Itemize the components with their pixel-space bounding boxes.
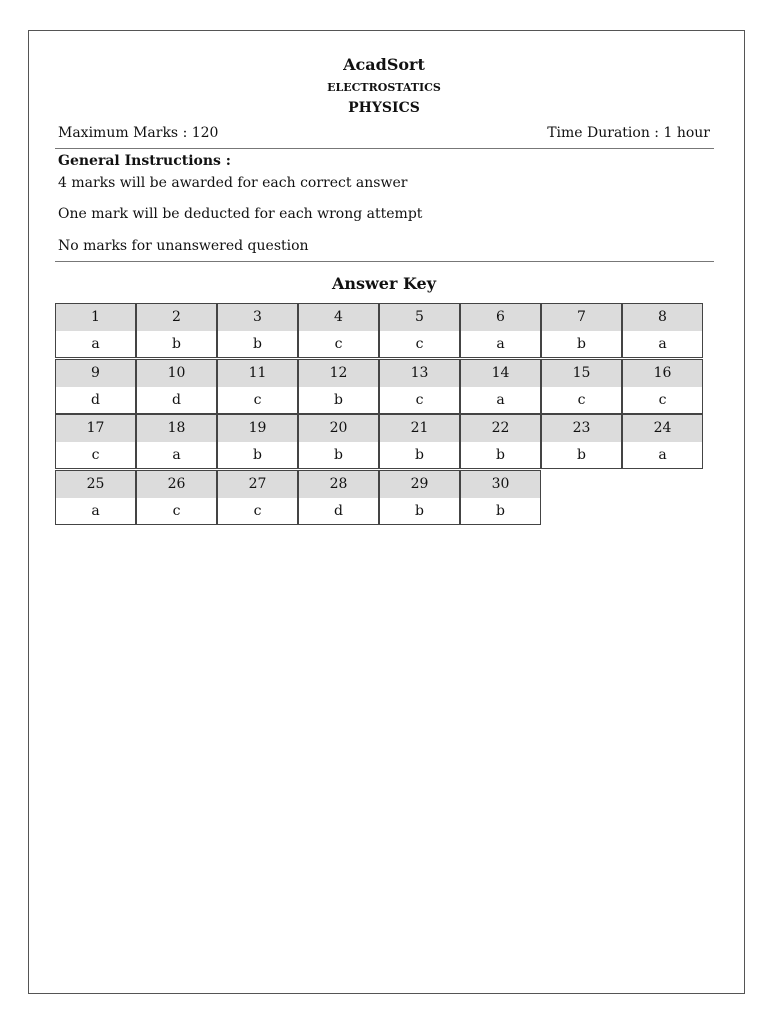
answer-option: d bbox=[137, 387, 216, 413]
question-number: 5 bbox=[380, 304, 459, 331]
answer-cell bbox=[55, 303, 136, 358]
answer-cell bbox=[298, 303, 379, 358]
answer-cell bbox=[298, 470, 379, 525]
answer-cell bbox=[217, 414, 298, 469]
answer-key-title: Answer Key bbox=[331, 274, 437, 293]
question-number: 10 bbox=[137, 360, 216, 387]
instructions-heading: General Instructions : bbox=[58, 153, 231, 169]
answer-cell bbox=[460, 470, 541, 525]
answer-cell bbox=[541, 359, 622, 414]
answer-cell bbox=[55, 359, 136, 414]
question-number: 17 bbox=[56, 415, 135, 442]
question-number: 30 bbox=[461, 471, 540, 498]
answer-cell bbox=[379, 303, 460, 358]
question-number: 6 bbox=[461, 304, 540, 331]
answer-cell bbox=[460, 359, 541, 414]
answer-option: a bbox=[56, 498, 135, 524]
time-duration: Time Duration : 1 hour bbox=[547, 125, 710, 141]
question-number: 18 bbox=[137, 415, 216, 442]
divider bbox=[55, 261, 714, 262]
question-number: 12 bbox=[299, 360, 378, 387]
answer-option: b bbox=[461, 442, 540, 468]
answer-option: b bbox=[218, 331, 297, 357]
answer-cell bbox=[136, 414, 217, 469]
answer-cell bbox=[55, 414, 136, 469]
answer-option: b bbox=[299, 387, 378, 413]
answer-option: a bbox=[461, 387, 540, 413]
answer-option: a bbox=[461, 331, 540, 357]
answer-cell bbox=[55, 470, 136, 525]
answer-option: c bbox=[56, 442, 135, 468]
question-number: 3 bbox=[218, 304, 297, 331]
question-number: 25 bbox=[56, 471, 135, 498]
question-number: 15 bbox=[542, 360, 621, 387]
question-number: 28 bbox=[299, 471, 378, 498]
answer-cell bbox=[217, 359, 298, 414]
question-number: 1 bbox=[56, 304, 135, 331]
question-number: 29 bbox=[380, 471, 459, 498]
answer-option: b bbox=[380, 442, 459, 468]
answer-option: c bbox=[218, 498, 297, 524]
answer-option: b bbox=[542, 442, 621, 468]
instruction-item: 4 marks will be awarded for each correct answer bbox=[58, 175, 408, 191]
answer-cell bbox=[136, 359, 217, 414]
answer-cell bbox=[622, 414, 703, 469]
answer-option: b bbox=[137, 331, 216, 357]
question-number: 21 bbox=[380, 415, 459, 442]
question-number: 22 bbox=[461, 415, 540, 442]
divider bbox=[55, 148, 714, 149]
question-number: 19 bbox=[218, 415, 297, 442]
answer-option: b bbox=[299, 442, 378, 468]
answer-cell bbox=[136, 303, 217, 358]
question-number: 8 bbox=[623, 304, 702, 331]
subject-title: PHYSICS bbox=[348, 100, 420, 116]
answer-cell bbox=[460, 414, 541, 469]
answer-option: c bbox=[623, 387, 702, 413]
answer-option: c bbox=[218, 387, 297, 413]
answer-cell bbox=[298, 414, 379, 469]
answer-option: a bbox=[623, 331, 702, 357]
answer-option: a bbox=[623, 442, 702, 468]
question-number: 24 bbox=[623, 415, 702, 442]
answer-cell bbox=[541, 303, 622, 358]
question-number: 23 bbox=[542, 415, 621, 442]
answer-cell bbox=[217, 303, 298, 358]
answer-cell bbox=[136, 470, 217, 525]
question-number: 7 bbox=[542, 304, 621, 331]
answer-cell bbox=[622, 359, 703, 414]
answer-option: a bbox=[137, 442, 216, 468]
answer-cell bbox=[298, 359, 379, 414]
answer-option: a bbox=[56, 331, 135, 357]
question-number: 4 bbox=[299, 304, 378, 331]
answer-option: b bbox=[542, 331, 621, 357]
answer-cell bbox=[379, 470, 460, 525]
question-number: 13 bbox=[380, 360, 459, 387]
question-number: 2 bbox=[137, 304, 216, 331]
topic-title: ELECTROSTATICS bbox=[327, 81, 441, 94]
answer-cell bbox=[460, 303, 541, 358]
answer-cell bbox=[217, 470, 298, 525]
answer-option: d bbox=[56, 387, 135, 413]
answer-cell bbox=[622, 303, 703, 358]
answer-option: b bbox=[461, 498, 540, 524]
answer-option: b bbox=[380, 498, 459, 524]
answer-option: c bbox=[542, 387, 621, 413]
answer-option: c bbox=[299, 331, 378, 357]
answer-cell bbox=[541, 414, 622, 469]
question-number: 27 bbox=[218, 471, 297, 498]
answer-option: d bbox=[299, 498, 378, 524]
answer-option: c bbox=[380, 387, 459, 413]
question-number: 11 bbox=[218, 360, 297, 387]
maximum-marks: Maximum Marks : 120 bbox=[58, 125, 219, 141]
answer-cell bbox=[379, 414, 460, 469]
question-number: 9 bbox=[56, 360, 135, 387]
question-number: 20 bbox=[299, 415, 378, 442]
instruction-item: No marks for unanswered question bbox=[58, 238, 309, 254]
brand-title: AcadSort bbox=[343, 55, 425, 74]
answer-option: c bbox=[380, 331, 459, 357]
question-number: 16 bbox=[623, 360, 702, 387]
question-number: 14 bbox=[461, 360, 540, 387]
answer-option: c bbox=[137, 498, 216, 524]
answer-option: b bbox=[218, 442, 297, 468]
answer-cell bbox=[379, 359, 460, 414]
question-number: 26 bbox=[137, 471, 216, 498]
instruction-item: One mark will be deducted for each wrong attempt bbox=[58, 206, 423, 222]
